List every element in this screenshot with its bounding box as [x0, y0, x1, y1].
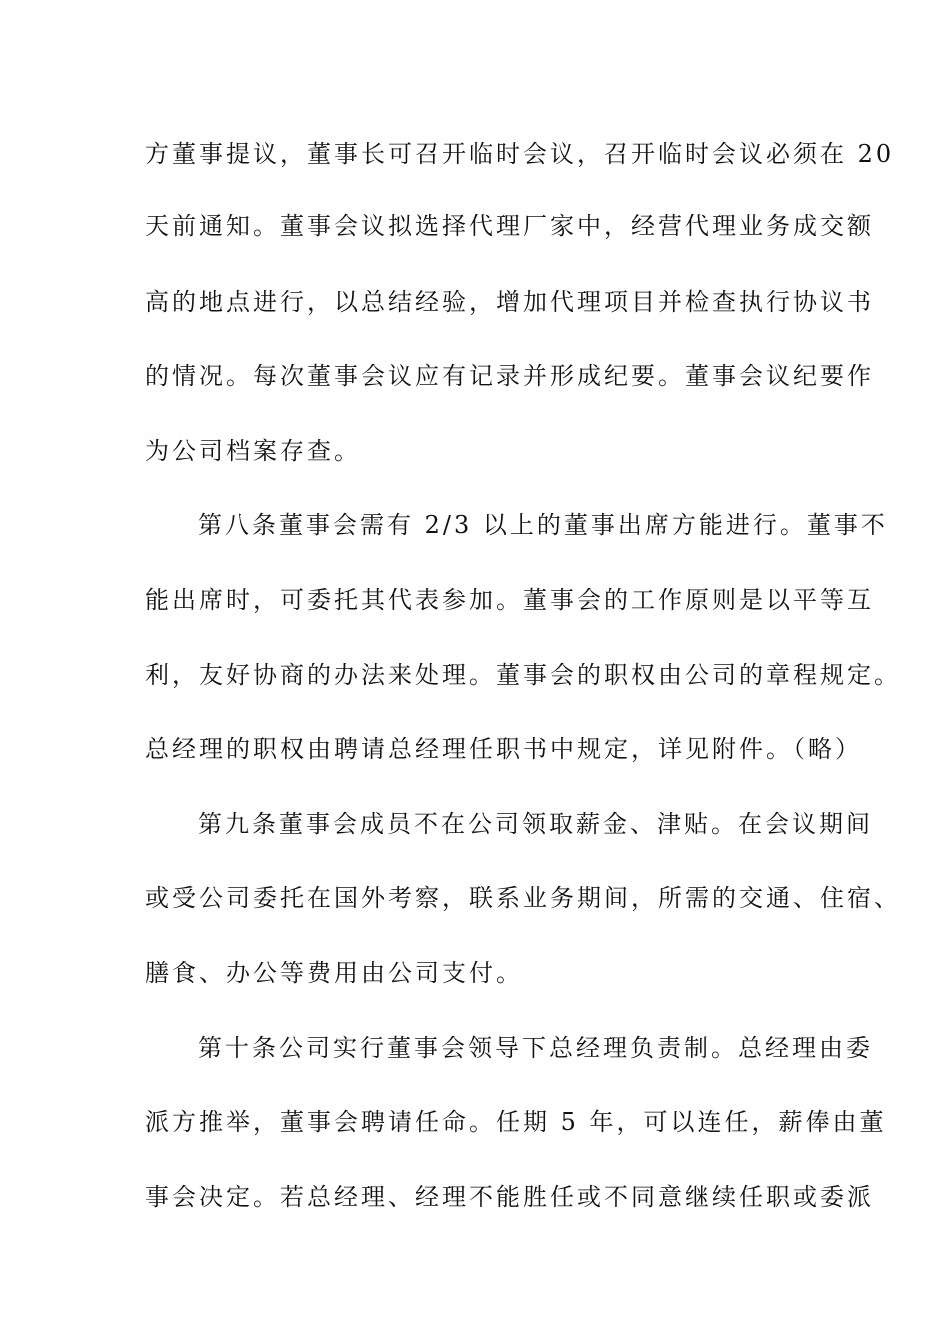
text-line: 派方推举，董事会聘请任命。任期 5 年，可以连任，薪俸由董 [145, 1108, 887, 1136]
text-line: 天前通知。董事会议拟选择代理厂家中，经营代理业务成交额 [145, 212, 874, 240]
text-line: 膳食、办公等费用由公司支付。 [145, 959, 523, 987]
text-line: 总经理的职权由聘请总经理任职书中规定，详见附件。（略） [145, 735, 862, 763]
text-line: 为公司档案存查。 [145, 437, 361, 465]
paragraph-start-line: 第九条董事会成员不在公司领取薪金、津贴。在会议期间 [198, 810, 873, 838]
text-line: 能出席时，可委托其代表参加。董事会的工作原则是以平等互 [145, 586, 874, 614]
text-line: 事会决定。若总经理、经理不能胜任或不同意继续任职或委派 [145, 1183, 874, 1211]
text-line: 的情况。每次董事会议应有记录并形成纪要。董事会议纪要作 [145, 362, 874, 390]
text-line: 利，友好协商的办法来处理。董事会的职权由公司的章程规定。 [145, 661, 901, 689]
paragraph-start-line: 第八条董事会需有 2/3 以上的董事出席方能进行。董事不 [198, 511, 888, 539]
paragraph-start-line: 第十条公司实行董事会领导下总经理负责制。总经理由委 [198, 1034, 873, 1062]
text-line: 高的地点进行，以总结经验，增加代理项目并检查执行协议书 [145, 288, 874, 316]
text-line: 方董事提议，董事长可召开临时会议，召开临时会议必须在 20 [145, 140, 895, 168]
text-line: 或受公司委托在国外考察，联系业务期间，所需的交通、住宿、 [145, 884, 901, 912]
